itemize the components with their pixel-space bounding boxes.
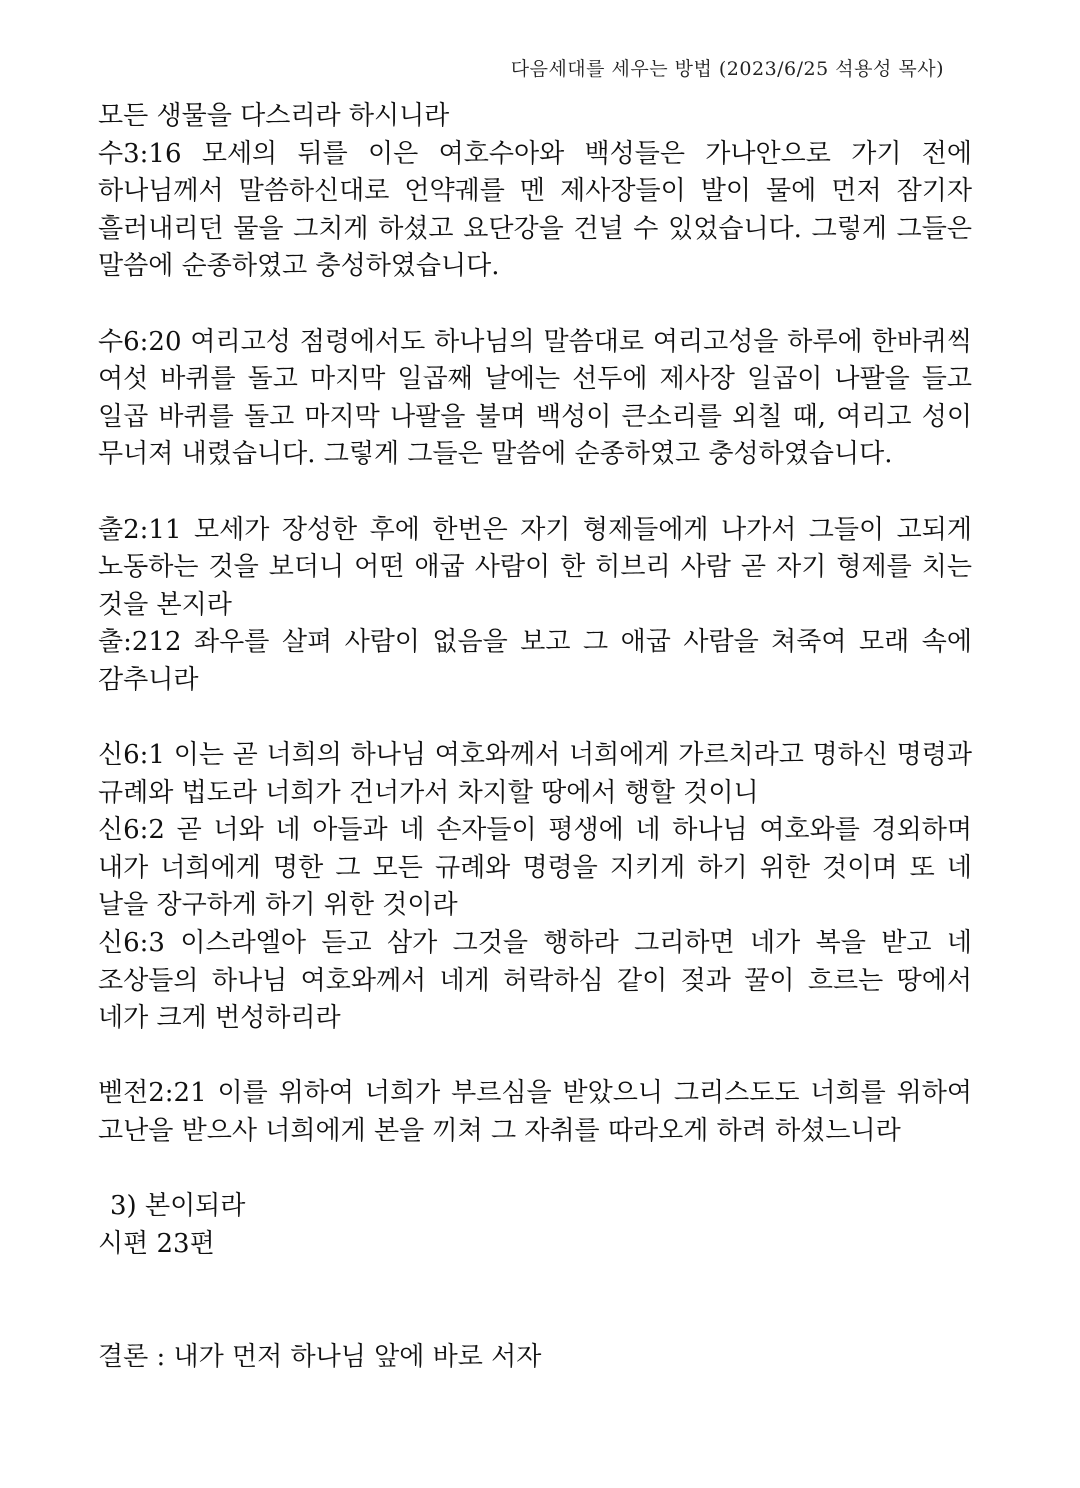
paragraph-joshua-6-20: 수6:20 여리고성 점령에서도 하나님의 말씀대로 여리고성을 하루에 한바퀴씩 여섯 바퀴를 돌고 마지막 일곱째 날에는 선두에 제사장 일곱이 나팔을 들고 일곱 바퀴를 돌고 마지막 나팔을 불며 백성이 큰소리를 외칠 때, 여리고 성이 무너져 내렸습니다. 그렇게 그들은 말씀에 순종하였고 충성하였습니다. [98, 326, 972, 470]
paragraph-exodus-2-11: 출2:11 모세가 장성한 후에 한번은 자기 형제들에게 나가서 그들이 고되게 노동하는 것을 보더니 어떤 애굽 사람이 한 히브리 사람 곧 자기 형제를 치는 것을 본지라 [98, 514, 972, 620]
section-heading-be-example: 3) 본이되라 [110, 1191, 246, 1222]
paragraph-deut-6-2: 신6:2 곧 너와 네 아들과 네 손자들이 평생에 네 하나님 여호와를 경외하며 내가 너희에게 명한 그 모든 규례와 명령을 지키게 하기 위한 것이며 또 네 날을 장구하게 하기 위한 것이라 [98, 815, 972, 921]
paragraph-spacer [98, 1263, 972, 1338]
paragraph-exodus-2-12: 출:212 좌우를 살펴 사람이 없음을 보고 그 애굽 사람을 쳐죽여 모래 속에 감추니라 [98, 627, 972, 695]
page-header: 다음세대를 세우는 방법 (2023/6/25 석용성 목사) [510, 58, 944, 80]
paragraph-spacer [98, 1151, 972, 1189]
paragraph-psalm-23: 시편 23편 [98, 1228, 215, 1259]
paragraph-deut-6-3: 신6:3 이스라엘아 듣고 삼가 그것을 행하라 그리하면 네가 복을 받고 네 조상들의 하나님 여호와께서 네게 허락하심 같이 젖과 꿀이 흐르는 땅에서 네가 크게 번성하리라 [98, 928, 972, 1034]
document-body [98, 98, 972, 1376]
paragraph-spacer [98, 286, 972, 324]
paragraph-joshua-3-16: 수3:16 모세의 뒤를 이은 여호수아와 백성들은 가나안으로 가기 전에 하나님께서 말씀하신대로 언약궤를 멘 제사장들이 발이 물에 먼저 잠기자 흘러내리던 물을 그치게 하셨고 요단강을 건널 수 있었습니다. 그렇게 그들은 말씀에 순종하였고 충성하였습니다. [98, 138, 972, 282]
paragraph-spacer [98, 1038, 972, 1076]
paragraph-conclusion: 결론 : 내가 먼저 하나님 앞에 바로 서자 [98, 1341, 542, 1372]
paragraph-spacer [98, 700, 972, 738]
paragraph-spacer [98, 474, 972, 512]
paragraph-1peter-2-21: 벧전2:21 이를 위하여 너희가 부르심을 받았으니 그리스도도 너희를 위하여 고난을 받으사 너희에게 본을 끼쳐 그 자취를 따라오게 하려 하셨느니라 [98, 1078, 972, 1147]
paragraph-deut-6-1: 신6:1 이는 곧 너희의 하나님 여호와께서 너희에게 가르치라고 명하신 명령과 규례와 법도라 너희가 건너가서 차지할 땅에서 행할 것이니 [98, 740, 972, 808]
paragraph-dominion: 모든 생물을 다스리라 하시니라 [98, 101, 450, 131]
